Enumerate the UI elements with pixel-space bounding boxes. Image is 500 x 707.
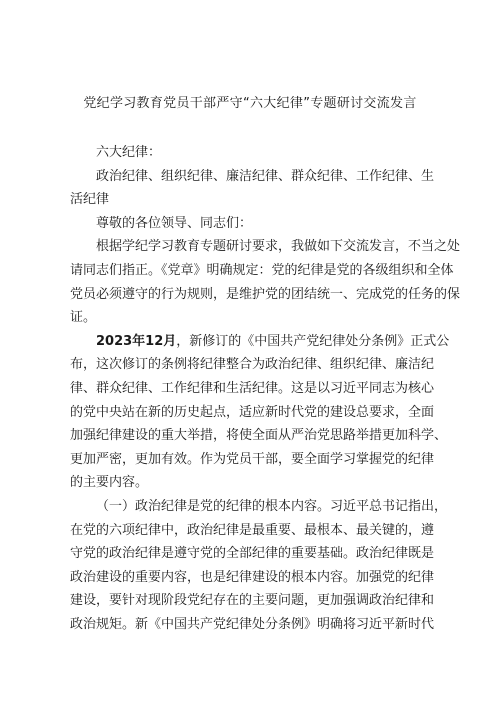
text-line: 政治纪律、组织纪律、廉洁纪律、群众纪律、工作纪律、生 (96, 168, 435, 184)
text-line: （一）政治纪律是党的纪律的根本内容。习近平总书记指出， (96, 498, 448, 514)
text-line: 建设，要针对现阶段党纪存在的主要问题，更加强调政治纪律和 (70, 593, 435, 609)
text-line: 党员必须遵守的行为规则，是维护党的团结统一、完成党的任务的保 (70, 286, 461, 302)
text-line: 尊敬的各位领导、同志们： (96, 215, 253, 231)
text-line: 请同志们指正。《党章》明确规定：党的纪律是党的各级组织和全体 (70, 262, 454, 278)
text-line: 更加严密，更加有效。作为党员干部，要全面学习掌握党的纪律 (70, 451, 435, 467)
text-line: 加强纪律建设的重大举措，将使全面从严治党思路举措更加科学、 (70, 428, 448, 444)
text-line: 活纪律 (70, 192, 110, 208)
text-line: 政治规矩。新《中国共产党纪律处分条例》明确将习近平新时代 (70, 616, 435, 632)
text-line (70, 330, 450, 354)
document-title: 党纪学习教育党员干部严守“六大纪律”专题研讨交流发言 (83, 96, 417, 111)
text-line: 布，这次修订的条例将纪律整合为政治纪律、组织纪律、廉洁纪 (70, 357, 435, 373)
text-line: 政治建设的重要内容，也是纪律建设的根本内容。加强党的纪律 (70, 569, 435, 585)
text-line: 的党中央站在新的历史起点，适应新时代党的建设总要求，全面 (70, 404, 435, 420)
document-body (70, 141, 461, 636)
text-line: 根据学纪学习教育专题研讨要求，我做如下交流发言，不当之处 (96, 239, 461, 255)
text-line: 六大纪律： (96, 145, 162, 160)
text-line: 的主要内容。 (70, 475, 149, 491)
text-fragment: ，新修订的《中国共产党纪律处分条例》正式公 (176, 333, 450, 349)
text-line: 在党的六项纪律中，政治纪律是最重要、最根本、最关键的，遵 (70, 522, 435, 538)
date-emphasis: 2023年12月 (96, 333, 177, 349)
text-line: 证。 (70, 310, 97, 326)
text-line: 律、群众纪律、工作纪律和生活纪律。这是以习近平同志为核心 (70, 380, 435, 396)
text-line: 守党的政治纪律是遵守党的全部纪律的重要基础。政治纪律既是 (70, 546, 435, 562)
